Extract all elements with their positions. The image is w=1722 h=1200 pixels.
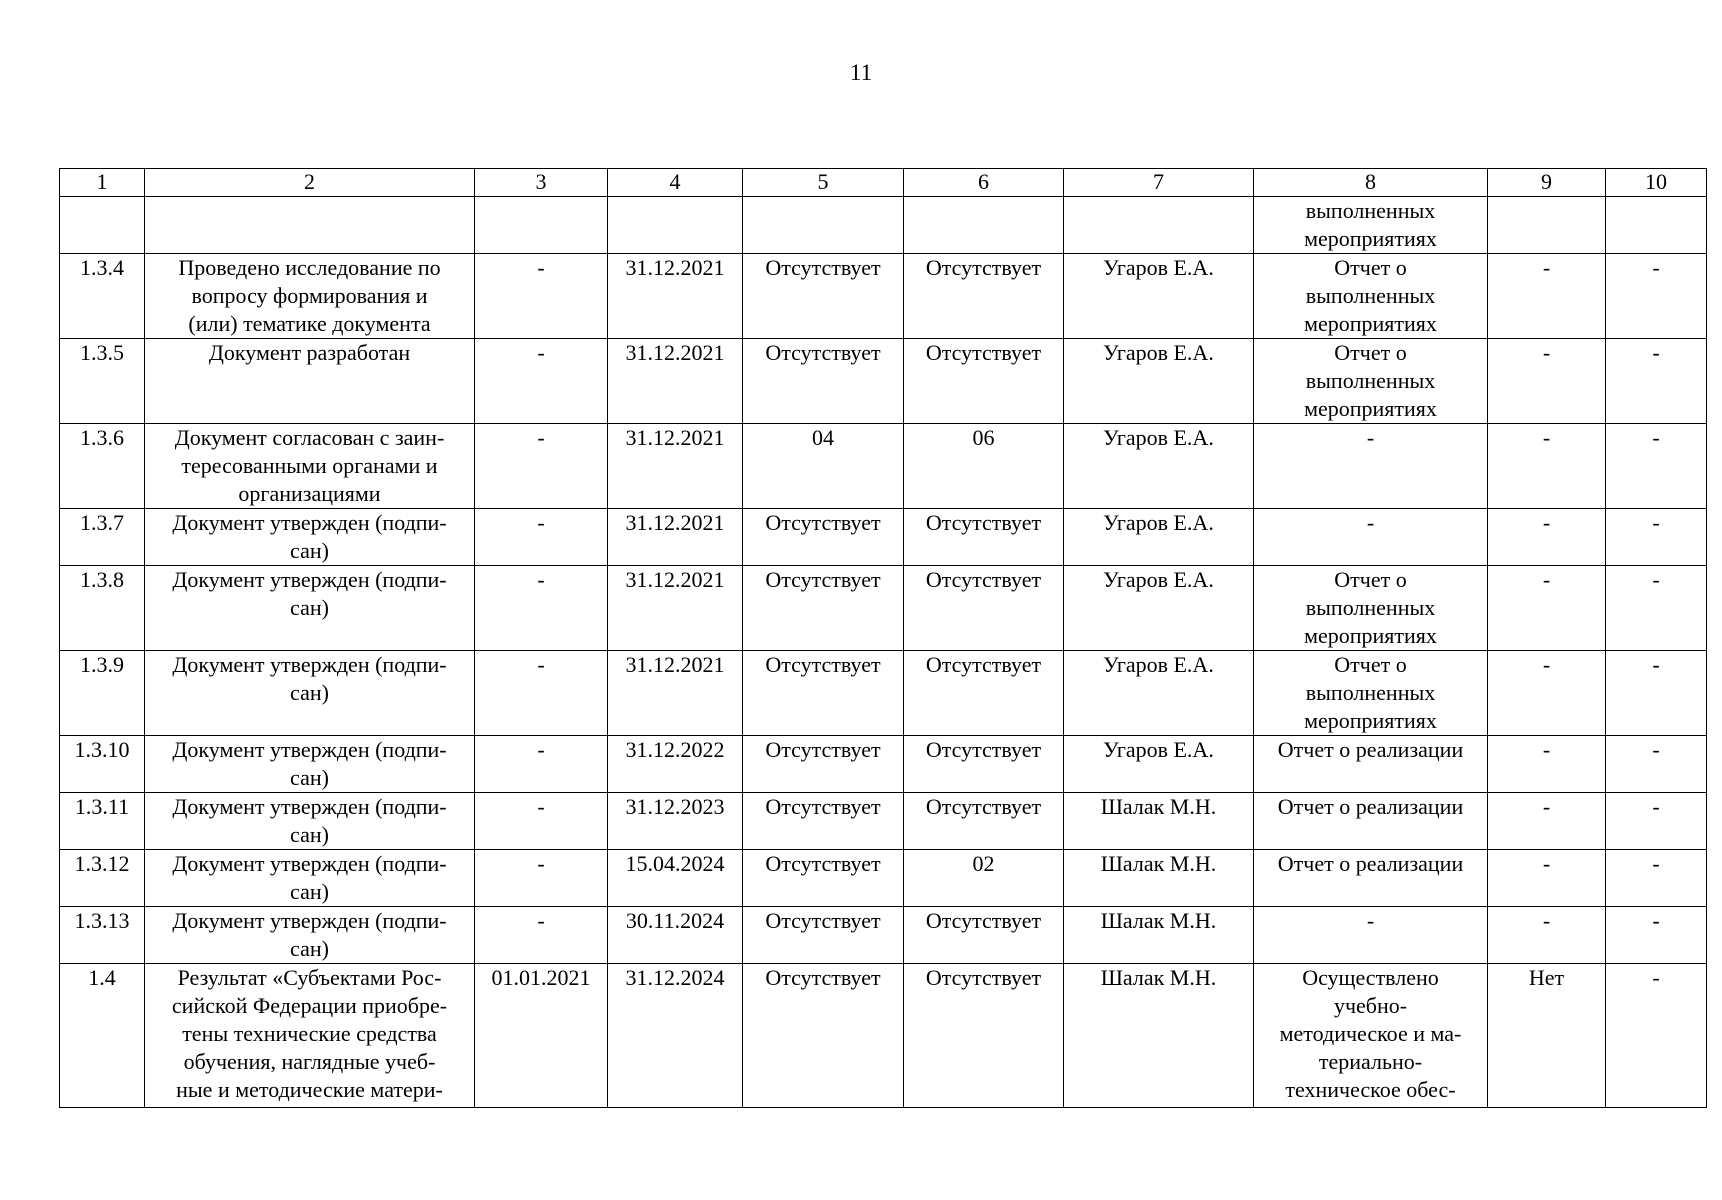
cell-start-date xyxy=(475,566,608,651)
cell-end-date xyxy=(608,424,743,509)
cell-text: 1.3.11 xyxy=(74,794,130,819)
cell-text: Отсутствует xyxy=(765,851,881,876)
cell-end-date xyxy=(608,850,743,907)
cell-text: Отчет о выполненных мероприятиях xyxy=(1304,255,1437,336)
cell-text: - xyxy=(1652,794,1660,819)
cell-text: - xyxy=(537,425,545,450)
cell-text: 31.12.2023 xyxy=(625,794,725,819)
cell-col5 xyxy=(743,907,904,964)
cell-responsible xyxy=(1064,793,1254,850)
cell-number xyxy=(60,736,145,793)
cell-col6 xyxy=(904,197,1064,254)
cell-start-date xyxy=(475,964,608,1108)
cell-text: Отсутствует xyxy=(925,567,1042,592)
cell-col6 xyxy=(904,651,1064,736)
cell-text: - xyxy=(1652,737,1660,762)
cell-text: Угаров Е.А. xyxy=(1103,340,1214,365)
cell-text: Угаров Е.А. xyxy=(1103,567,1214,592)
cell-result xyxy=(1254,254,1488,339)
cell-text: Нет xyxy=(1528,965,1565,990)
cell-col6 xyxy=(904,424,1064,509)
cell-name xyxy=(145,850,475,907)
cell-number xyxy=(60,850,145,907)
cell-col10 xyxy=(1606,850,1707,907)
table-header-row xyxy=(60,169,1707,197)
cell-col5 xyxy=(743,197,904,254)
table-row xyxy=(60,509,1707,566)
cell-col10 xyxy=(1606,907,1707,964)
cell-text: Отсутствует xyxy=(925,965,1042,990)
cell-text: - xyxy=(1652,567,1660,592)
cell-text: - xyxy=(1652,851,1660,876)
cell-text: - xyxy=(1542,652,1551,677)
cell-number xyxy=(60,907,145,964)
cell-text: 15.04.2024 xyxy=(625,851,725,876)
cell-col10 xyxy=(1606,197,1707,254)
cell-responsible xyxy=(1064,254,1254,339)
cell-name xyxy=(145,964,475,1108)
cell-text: - xyxy=(537,510,545,535)
cell-col10 xyxy=(1606,339,1707,424)
cell-col5 xyxy=(743,509,904,566)
cell-number xyxy=(60,509,145,566)
cell-text: Документ утвержден (подпи- сан) xyxy=(172,652,447,705)
cell-col5 xyxy=(743,850,904,907)
table-row xyxy=(60,197,1707,254)
cell-col5 xyxy=(743,793,904,850)
cell-text: - xyxy=(1542,794,1551,819)
cell-text: - xyxy=(537,567,545,592)
cell-col10 xyxy=(1606,651,1707,736)
cell-number xyxy=(60,424,145,509)
cell-col9 xyxy=(1488,964,1606,1108)
cell-text: 1.3.10 xyxy=(74,737,130,762)
cell-text: Шалак М.Н. xyxy=(1100,794,1217,819)
cell-text: 31.12.2021 xyxy=(625,510,725,535)
cell-text: - xyxy=(1542,425,1551,450)
cell-result xyxy=(1254,651,1488,736)
cell-responsible xyxy=(1064,197,1254,254)
cell-text: Отсутствует xyxy=(765,737,881,762)
cell-col9 xyxy=(1488,339,1606,424)
cell-col9 xyxy=(1488,566,1606,651)
cell-col6 xyxy=(904,254,1064,339)
cell-text: Результат «Субъектами Рос- сийской Федерации приобре- тены технические средства обучения, наглядные учеб- ные и методические матери- xyxy=(171,965,448,1102)
cell-text: - xyxy=(537,908,545,933)
cell-col5 xyxy=(743,651,904,736)
cell-text: Документ согласован с заин- тересованными органами и организациями xyxy=(174,425,445,506)
cell-end-date xyxy=(608,793,743,850)
cell-text: 1.3.8 xyxy=(80,567,124,592)
cell-number xyxy=(60,339,145,424)
cell-name xyxy=(145,197,475,254)
cell-text: 04 xyxy=(812,425,834,450)
column-header: 9 xyxy=(1488,169,1606,197)
cell-text: Угаров Е.А. xyxy=(1103,255,1214,280)
cell-end-date xyxy=(608,651,743,736)
cell-text: Отсутствует xyxy=(765,908,881,933)
cell-start-date xyxy=(475,907,608,964)
cell-col5 xyxy=(743,566,904,651)
cell-start-date xyxy=(475,793,608,850)
cell-start-date xyxy=(475,197,608,254)
cell-text: 30.11.2024 xyxy=(625,908,725,933)
cell-col9 xyxy=(1488,736,1606,793)
cell-name xyxy=(145,907,475,964)
cell-text: Угаров Е.А. xyxy=(1103,510,1214,535)
cell-text: Угаров Е.А. xyxy=(1103,737,1214,762)
cell-text: 1.3.4 xyxy=(80,255,124,280)
cell-text: Угаров Е.А. xyxy=(1103,652,1214,677)
cell-text: - xyxy=(1542,340,1551,365)
cell-name xyxy=(145,339,475,424)
cell-text: 1.3.13 xyxy=(74,908,130,933)
cell-name xyxy=(145,793,475,850)
cell-col9 xyxy=(1488,793,1606,850)
report-table xyxy=(59,168,1707,1108)
column-header: 6 xyxy=(904,169,1064,197)
table-row xyxy=(60,736,1707,793)
cell-col9 xyxy=(1488,651,1606,736)
cell-col5 xyxy=(743,339,904,424)
cell-text: Отсутствует xyxy=(925,340,1042,365)
cell-col6 xyxy=(904,964,1064,1108)
cell-text: Отсутствует xyxy=(765,255,881,280)
cell-text: 1.3.9 xyxy=(80,652,124,677)
cell-text: - xyxy=(537,737,545,762)
cell-text: Отсутствует xyxy=(925,510,1042,535)
cell-result xyxy=(1254,850,1488,907)
cell-text: Отчет о реализации xyxy=(1277,794,1464,819)
column-header: 2 xyxy=(145,169,475,197)
cell-result xyxy=(1254,907,1488,964)
cell-text: Документ утвержден (подпи- сан) xyxy=(172,794,447,847)
cell-start-date xyxy=(475,339,608,424)
cell-text: Отсутствует xyxy=(925,737,1042,762)
column-header: 4 xyxy=(608,169,743,197)
cell-result xyxy=(1254,566,1488,651)
cell-text: Отсутствует xyxy=(765,794,881,819)
cell-text: - xyxy=(1542,737,1551,762)
cell-text: 31.12.2021 xyxy=(625,425,725,450)
cell-col10 xyxy=(1606,964,1707,1108)
cell-name xyxy=(145,509,475,566)
table-row xyxy=(60,424,1707,509)
column-header: 3 xyxy=(475,169,608,197)
cell-result xyxy=(1254,793,1488,850)
cell-start-date xyxy=(475,651,608,736)
cell-text: - xyxy=(1366,425,1375,450)
cell-text: - xyxy=(537,340,545,365)
cell-end-date xyxy=(608,254,743,339)
table-body xyxy=(60,197,1707,1108)
cell-text: 31.12.2021 xyxy=(625,652,725,677)
cell-text: 01.01.2021 xyxy=(491,965,591,990)
cell-end-date xyxy=(608,566,743,651)
cell-responsible xyxy=(1064,964,1254,1108)
cell-col5 xyxy=(743,254,904,339)
cell-text: 31.12.2021 xyxy=(625,340,725,365)
cell-text: выполненных мероприятиях xyxy=(1304,198,1437,251)
cell-text: Отсутствует xyxy=(765,965,881,990)
cell-responsible xyxy=(1064,566,1254,651)
cell-end-date xyxy=(608,339,743,424)
cell-text: 06 xyxy=(972,425,995,450)
cell-responsible xyxy=(1064,850,1254,907)
cell-col9 xyxy=(1488,850,1606,907)
cell-text: Отсутствует xyxy=(925,652,1042,677)
cell-start-date xyxy=(475,254,608,339)
cell-text: 1.4 xyxy=(88,965,116,990)
cell-start-date xyxy=(475,509,608,566)
cell-result xyxy=(1254,509,1488,566)
cell-name xyxy=(145,651,475,736)
cell-text: Документ утвержден (подпи- сан) xyxy=(172,851,447,904)
cell-text: Отсутствует xyxy=(765,567,881,592)
cell-start-date xyxy=(475,736,608,793)
cell-text: Документ утвержден (подпи- сан) xyxy=(172,737,447,790)
cell-text: 31.12.2024 xyxy=(625,965,725,990)
cell-col9 xyxy=(1488,254,1606,339)
cell-result xyxy=(1254,964,1488,1108)
cell-col5 xyxy=(743,424,904,509)
cell-col6 xyxy=(904,850,1064,907)
cell-end-date xyxy=(608,197,743,254)
cell-text: 1.3.5 xyxy=(80,340,124,365)
cell-text: 1.3.12 xyxy=(74,851,130,876)
cell-text: Отчет о реализации xyxy=(1277,737,1464,762)
cell-col6 xyxy=(904,907,1064,964)
cell-result xyxy=(1254,424,1488,509)
column-header: 5 xyxy=(743,169,904,197)
cell-text: - xyxy=(1542,510,1551,535)
cell-text: Шалак М.Н. xyxy=(1100,908,1217,933)
cell-text: 31.12.2021 xyxy=(625,255,725,280)
cell-col6 xyxy=(904,509,1064,566)
cell-text: 31.12.2021 xyxy=(625,567,725,592)
cell-text: - xyxy=(1542,255,1551,280)
cell-responsible xyxy=(1064,651,1254,736)
cell-result xyxy=(1254,339,1488,424)
cell-col6 xyxy=(904,736,1064,793)
cell-name xyxy=(145,424,475,509)
table-row xyxy=(60,566,1707,651)
cell-end-date xyxy=(608,736,743,793)
cell-text: - xyxy=(1652,340,1660,365)
cell-col10 xyxy=(1606,424,1707,509)
cell-text: - xyxy=(1542,908,1551,933)
cell-text: Отсутствует xyxy=(765,510,881,535)
table-row xyxy=(60,907,1707,964)
table-row xyxy=(60,254,1707,339)
cell-text: - xyxy=(1652,255,1660,280)
cell-responsible xyxy=(1064,509,1254,566)
cell-end-date xyxy=(608,964,743,1108)
cell-col6 xyxy=(904,793,1064,850)
cell-col9 xyxy=(1488,424,1606,509)
cell-responsible xyxy=(1064,736,1254,793)
cell-text: Документ утвержден (подпи- сан) xyxy=(172,567,447,620)
cell-end-date xyxy=(608,907,743,964)
cell-text: Угаров Е.А. xyxy=(1103,425,1214,450)
cell-text: 02 xyxy=(972,851,995,876)
cell-text: - xyxy=(537,652,545,677)
cell-text: Проведено исследование по вопросу формирования и (или) тематике документа xyxy=(178,255,441,336)
cell-number xyxy=(60,566,145,651)
cell-text: - xyxy=(1652,652,1660,677)
table-row xyxy=(60,651,1707,736)
cell-number xyxy=(60,651,145,736)
cell-col9 xyxy=(1488,907,1606,964)
cell-text: 31.12.2022 xyxy=(625,737,725,762)
table-row xyxy=(60,850,1707,907)
cell-number xyxy=(60,964,145,1108)
cell-text: - xyxy=(537,794,545,819)
cell-text: Документ разработан xyxy=(208,340,411,365)
cell-text: Осуществлено учебно- методическое и ма- териально- техническое обес- xyxy=(1279,965,1462,1102)
cell-col6 xyxy=(904,339,1064,424)
cell-text: - xyxy=(1542,567,1551,592)
cell-start-date xyxy=(475,424,608,509)
cell-name xyxy=(145,566,475,651)
cell-text: - xyxy=(1652,965,1660,990)
cell-text: - xyxy=(1366,510,1375,535)
cell-text: Документ утвержден (подпи- сан) xyxy=(172,908,447,961)
cell-text: - xyxy=(537,255,545,280)
cell-text: Отчет о выполненных мероприятиях xyxy=(1304,652,1437,733)
cell-text: Документ утвержден (подпи- сан) xyxy=(172,510,447,563)
cell-start-date xyxy=(475,850,608,907)
cell-text: Отчет о выполненных мероприятиях xyxy=(1304,340,1437,421)
cell-col10 xyxy=(1606,254,1707,339)
cell-text: Отсутствует xyxy=(765,340,881,365)
cell-responsible xyxy=(1064,339,1254,424)
cell-number xyxy=(60,254,145,339)
cell-text: Шалак М.Н. xyxy=(1100,851,1217,876)
cell-number xyxy=(60,793,145,850)
cell-col5 xyxy=(743,964,904,1108)
column-header: 1 xyxy=(60,169,145,197)
cell-result xyxy=(1254,736,1488,793)
cell-text: - xyxy=(1366,908,1375,933)
column-header: 10 xyxy=(1606,169,1707,197)
cell-name xyxy=(145,254,475,339)
cell-text: Отчет о выполненных мероприятиях xyxy=(1304,567,1437,648)
cell-text: 1.3.6 xyxy=(80,425,124,450)
cell-name xyxy=(145,736,475,793)
cell-col10 xyxy=(1606,566,1707,651)
cell-text: - xyxy=(1652,425,1660,450)
cell-text: Отсутствует xyxy=(765,652,881,677)
cell-text: - xyxy=(1652,908,1660,933)
cell-col10 xyxy=(1606,736,1707,793)
cell-responsible xyxy=(1064,907,1254,964)
cell-text: Шалак М.Н. xyxy=(1100,965,1217,990)
cell-text: 1.3.7 xyxy=(80,510,124,535)
cell-col5 xyxy=(743,736,904,793)
cell-result xyxy=(1254,197,1488,254)
cell-text: - xyxy=(537,851,545,876)
cell-col9 xyxy=(1488,197,1606,254)
cell-text: Отсутствует xyxy=(925,794,1042,819)
table-row xyxy=(60,964,1707,1108)
table-row xyxy=(60,339,1707,424)
cell-text: - xyxy=(1542,851,1551,876)
table-row xyxy=(60,793,1707,850)
cell-end-date xyxy=(608,509,743,566)
cell-col10 xyxy=(1606,509,1707,566)
cell-text: Отсутствует xyxy=(925,908,1042,933)
cell-responsible xyxy=(1064,424,1254,509)
page-number: 11 xyxy=(849,60,873,85)
cell-text: Отчет о реализации xyxy=(1277,851,1464,876)
cell-col6 xyxy=(904,566,1064,651)
cell-text: - xyxy=(1652,510,1660,535)
cell-col9 xyxy=(1488,509,1606,566)
cell-col10 xyxy=(1606,793,1707,850)
column-header: 8 xyxy=(1254,169,1488,197)
cell-text: Отсутствует xyxy=(925,255,1042,280)
column-header: 7 xyxy=(1064,169,1254,197)
cell-number xyxy=(60,197,145,254)
